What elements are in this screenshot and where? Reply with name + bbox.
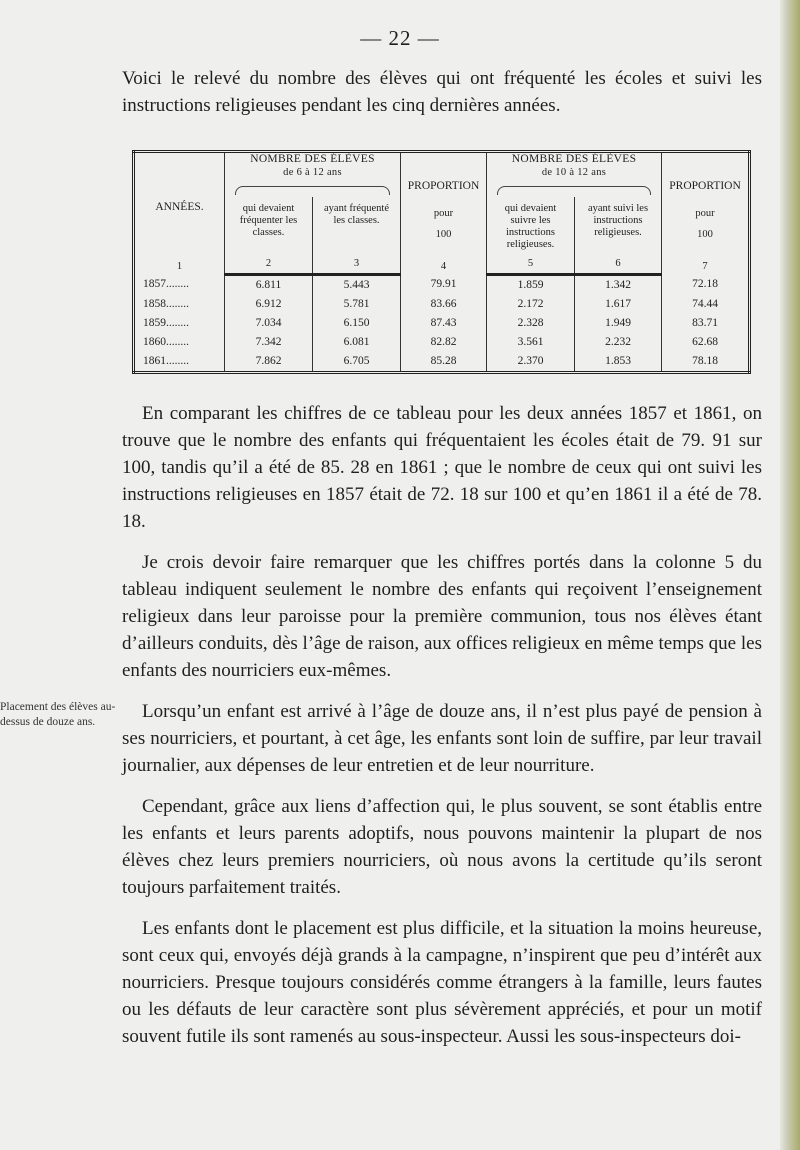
paragraph-placement: Les enfants dont le placement est plus difficile, et la situation la moins heureuse, sont ceux qui, envoyés déjà grands à la campagne, n’inspirent que peu d’intérêt aux nourriciers. Presque toujours considérés comme étrangers à la famille, leurs fautes ou les défauts de leur caractère sont plus sévèrement appréciés, et pour un motif souvent futile ils sont ramenés au sous-inspecteur. Aussi les sous-inspecteurs doi- <box>122 918 762 1047</box>
brace-icon <box>235 186 390 195</box>
proportion-pour: pour <box>695 208 715 219</box>
group-subtitle: de 10 à 12 ans <box>541 167 607 178</box>
col-header-actual-religious: ayant suivi les instructions religieuses. 6 <box>575 197 662 275</box>
paragraph-affection: Cependant, grâce aux liens d’affection qui, le plus souvent, se sont établis entre les enfants et leurs parents adoptifs, nous pouvons maintenir la plupart de nos élèves chez leurs premiers nourriciers, où nous avons la certitude qu’ils seront toujours parfaitement traités. <box>122 796 762 898</box>
proportion-base: 100 <box>435 229 452 240</box>
page-edge <box>780 0 800 1150</box>
column-number: 3 <box>353 258 360 269</box>
table-row: 1861........ 7.862 6.705 85.28 2.370 1.853 78.18 <box>134 352 750 373</box>
intro-paragraph: Voici le relevé du nombre des élèves qui ont fréquenté les écoles et suivi les instructions religieuses pendant les cinq dernières années. <box>122 68 762 116</box>
column-number: 6 <box>615 258 621 269</box>
col-header-expected-religious: qui devaient suivre les instructions religieuses. 5 <box>487 197 575 275</box>
table-row: 1857........ 6.811 5.443 79.91 1.859 1.342 72.18 <box>134 275 750 296</box>
years-header-cell <box>134 152 225 275</box>
proportion-pour: pour <box>433 208 454 219</box>
group-header-10-12 <box>487 152 662 198</box>
table-row: 1860........ 7.342 6.081 82.82 3.561 2.232 62.68 <box>134 333 750 352</box>
proportion-label: PROPORTION <box>669 180 741 192</box>
column-number: 4 <box>440 260 447 272</box>
col-header-actual-attendance: ayant fréquenté les classes. 3 <box>313 197 401 275</box>
group-header-6-12 <box>225 152 401 198</box>
paragraph-column-5: Je crois devoir faire remarquer que les chiffres portés dans la colonne 5 du tableau indiquent seulement le nombre des enfants qui reçoivent l’enseignement religieux dans leur paroisse pour la première communion, tous nos élèves étant d’ailleurs conduits, dès l’âge de raison, aux offices religieux en même temps que les enfants des nourriciers eux-mêmes. <box>122 552 762 681</box>
group-title: NOMBRE DES ÉLÈVES <box>250 153 375 165</box>
group-title: NOMBRE DES ÉLÈVES <box>511 153 637 165</box>
brace-icon <box>497 186 651 195</box>
proportion-header-1 <box>401 152 487 275</box>
statistics-table <box>132 150 751 374</box>
paragraph-age-twelve: Lorsqu’un enfant est arrivé à l’âge de douze ans, il n’est plus payé de pension à ses nourriciers, et pourtant, à cet âge, les enfants sont loin de suffire, par leur travail journalier, aux dépenses de leur entretien et de leur nourriture. <box>122 701 762 776</box>
group-subtitle: de 6 à 12 ans <box>283 167 342 178</box>
column-number: 7 <box>702 260 708 272</box>
proportion-base: 100 <box>697 229 713 240</box>
column-number: 2 <box>265 258 272 269</box>
margin-note: Placement des élèves au-dessus de douze ans. <box>0 701 116 728</box>
column-number: 1 <box>176 260 183 272</box>
table-row: 1858........ 6.912 5.781 83.66 2.172 1.617 74.44 <box>134 295 750 314</box>
proportion-label: PROPORTION <box>407 180 480 192</box>
col-header-expected-attendance: qui devaient fréquenter les classes. 2 <box>225 197 313 275</box>
table-row: 1859........ 7.034 6.150 87.43 2.328 1.949 83.71 <box>134 314 750 333</box>
column-number: 5 <box>527 258 534 269</box>
years-header: ANNÉES. <box>155 201 204 213</box>
paragraph-comparison: En comparant les chiffres de ce tableau pour les deux années 1857 et 1861, on trouve que le nombre des enfants qui fréquentaient les écoles était de 79. 91 sur 100, tandis qu’il a été de 85. 28 en 1861 ; que le nombre de ceux qui ont suivi les instructions religieuses en 1857 était de 72. 18 sur 100 et qu’en 1861 il a été de 78. 18. <box>122 403 762 532</box>
page-number: — 22 — <box>360 26 440 50</box>
proportion-header-2 <box>662 152 750 275</box>
